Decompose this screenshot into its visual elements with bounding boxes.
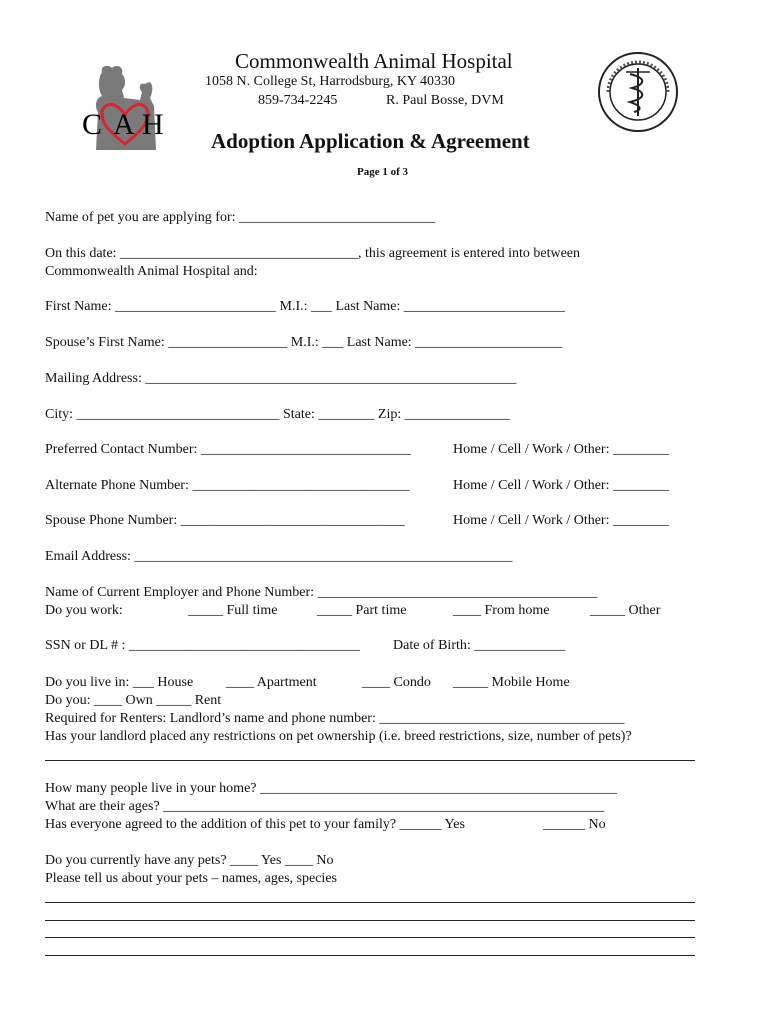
alternate-phone-type-field[interactable]: Home / Cell / Work / Other: ________: [453, 478, 669, 493]
pet-name-field[interactable]: Name of pet you are applying for: ____________________________: [45, 210, 435, 225]
city-state-zip-fields[interactable]: City: _____________________________ State: ________ Zip: _______________: [45, 407, 510, 422]
veterinary-seal-icon: [596, 50, 680, 134]
employer-field[interactable]: Name of Current Employer and Phone Number: ________________________________________: [45, 585, 598, 600]
landlord-restrictions-question: Has your landlord placed any restrictions on pet ownership (i.e. breed restrictions, size, number of pets)?: [45, 729, 632, 744]
agreement-date-field[interactable]: On this date: __________________________________, this agreement is entered into between: [45, 246, 581, 261]
spouse-phone-field[interactable]: Spouse Phone Number: ________________________________: [45, 513, 405, 528]
live-mobile-home-option[interactable]: _____ Mobile Home: [453, 675, 570, 690]
current-pets-options[interactable]: Do you currently have any pets? ____ Yes ____ No: [45, 853, 334, 868]
hospital-address: 1058 N. College St, Harrodsburg, KY 40330: [205, 74, 456, 89]
hospital-phone: 859-734-2245: [258, 93, 338, 108]
form-title: Adoption Application & Agreement: [211, 129, 530, 153]
svg-text:A: A: [113, 108, 135, 141]
pets-answer-line[interactable]: [45, 920, 695, 921]
family-agreed-no-option[interactable]: ______ No: [543, 817, 606, 832]
work-full-time-option[interactable]: _____ Full time: [188, 603, 278, 618]
svg-text:H: H: [142, 108, 164, 141]
ssn-dl-field[interactable]: SSN or DL # : _________________________________: [45, 638, 360, 653]
cah-logo: [80, 62, 170, 154]
pets-answer-line[interactable]: [45, 937, 695, 938]
applicant-name-fields[interactable]: First Name: _______________________ M.I.: ___ Last Name: _______________________: [45, 299, 565, 314]
preferred-contact-field[interactable]: Preferred Contact Number: ______________________________: [45, 442, 411, 457]
work-label: Do you work:: [45, 603, 123, 618]
spouse-name-fields[interactable]: Spouse’s First Name: _________________ M.I.: ___ Last Name: _____________________: [45, 335, 563, 350]
email-field[interactable]: Email Address: ______________________________________________________: [45, 549, 513, 564]
hospital-name: Commonwealth Animal Hospital: [235, 49, 513, 73]
work-from-home-option[interactable]: ____ From home: [453, 603, 550, 618]
pets-description-prompt: Please tell us about your pets – names, ages, species: [45, 871, 337, 886]
work-other-option[interactable]: _____ Other: [590, 603, 661, 618]
household-ages-field[interactable]: What are their ages? _______________________________________________________________: [45, 799, 605, 814]
live-apartment-option[interactable]: ____ Apartment: [226, 675, 317, 690]
logo-letters: C: [82, 108, 103, 141]
own-rent-options[interactable]: Do you: ____ Own _____ Rent: [45, 693, 222, 708]
date-of-birth-field[interactable]: Date of Birth: _____________: [393, 638, 566, 653]
live-condo-option[interactable]: ____ Condo: [362, 675, 431, 690]
preferred-contact-type-field[interactable]: Home / Cell / Work / Other: ________: [453, 442, 669, 457]
household-count-field[interactable]: How many people live in your home? ___________________________________________________: [45, 781, 618, 796]
live-house-option[interactable]: Do you live in: ___ House: [45, 675, 194, 690]
work-part-time-option[interactable]: _____ Part time: [317, 603, 407, 618]
alternate-phone-field[interactable]: Alternate Phone Number: _______________________________: [45, 478, 410, 493]
page-number: Page 1 of 3: [357, 166, 409, 178]
pets-answer-line[interactable]: [45, 955, 695, 956]
spouse-phone-type-field[interactable]: Home / Cell / Work / Other: ________: [453, 513, 669, 528]
family-agreed-yes-option[interactable]: Has everyone agreed to the addition of this pet to your family? ______ Yes: [45, 817, 465, 832]
agreement-date-continuation: Commonwealth Animal Hospital and:: [45, 264, 258, 279]
pets-answer-line[interactable]: [45, 902, 695, 903]
doctor-name: R. Paul Bosse, DVM: [386, 93, 504, 108]
mailing-address-field[interactable]: Mailing Address: _____________________________________________________: [45, 371, 517, 386]
restrictions-answer-line[interactable]: [45, 760, 695, 761]
landlord-field[interactable]: Required for Renters: Landlord’s name and phone number: ___________________________________: [45, 711, 625, 726]
